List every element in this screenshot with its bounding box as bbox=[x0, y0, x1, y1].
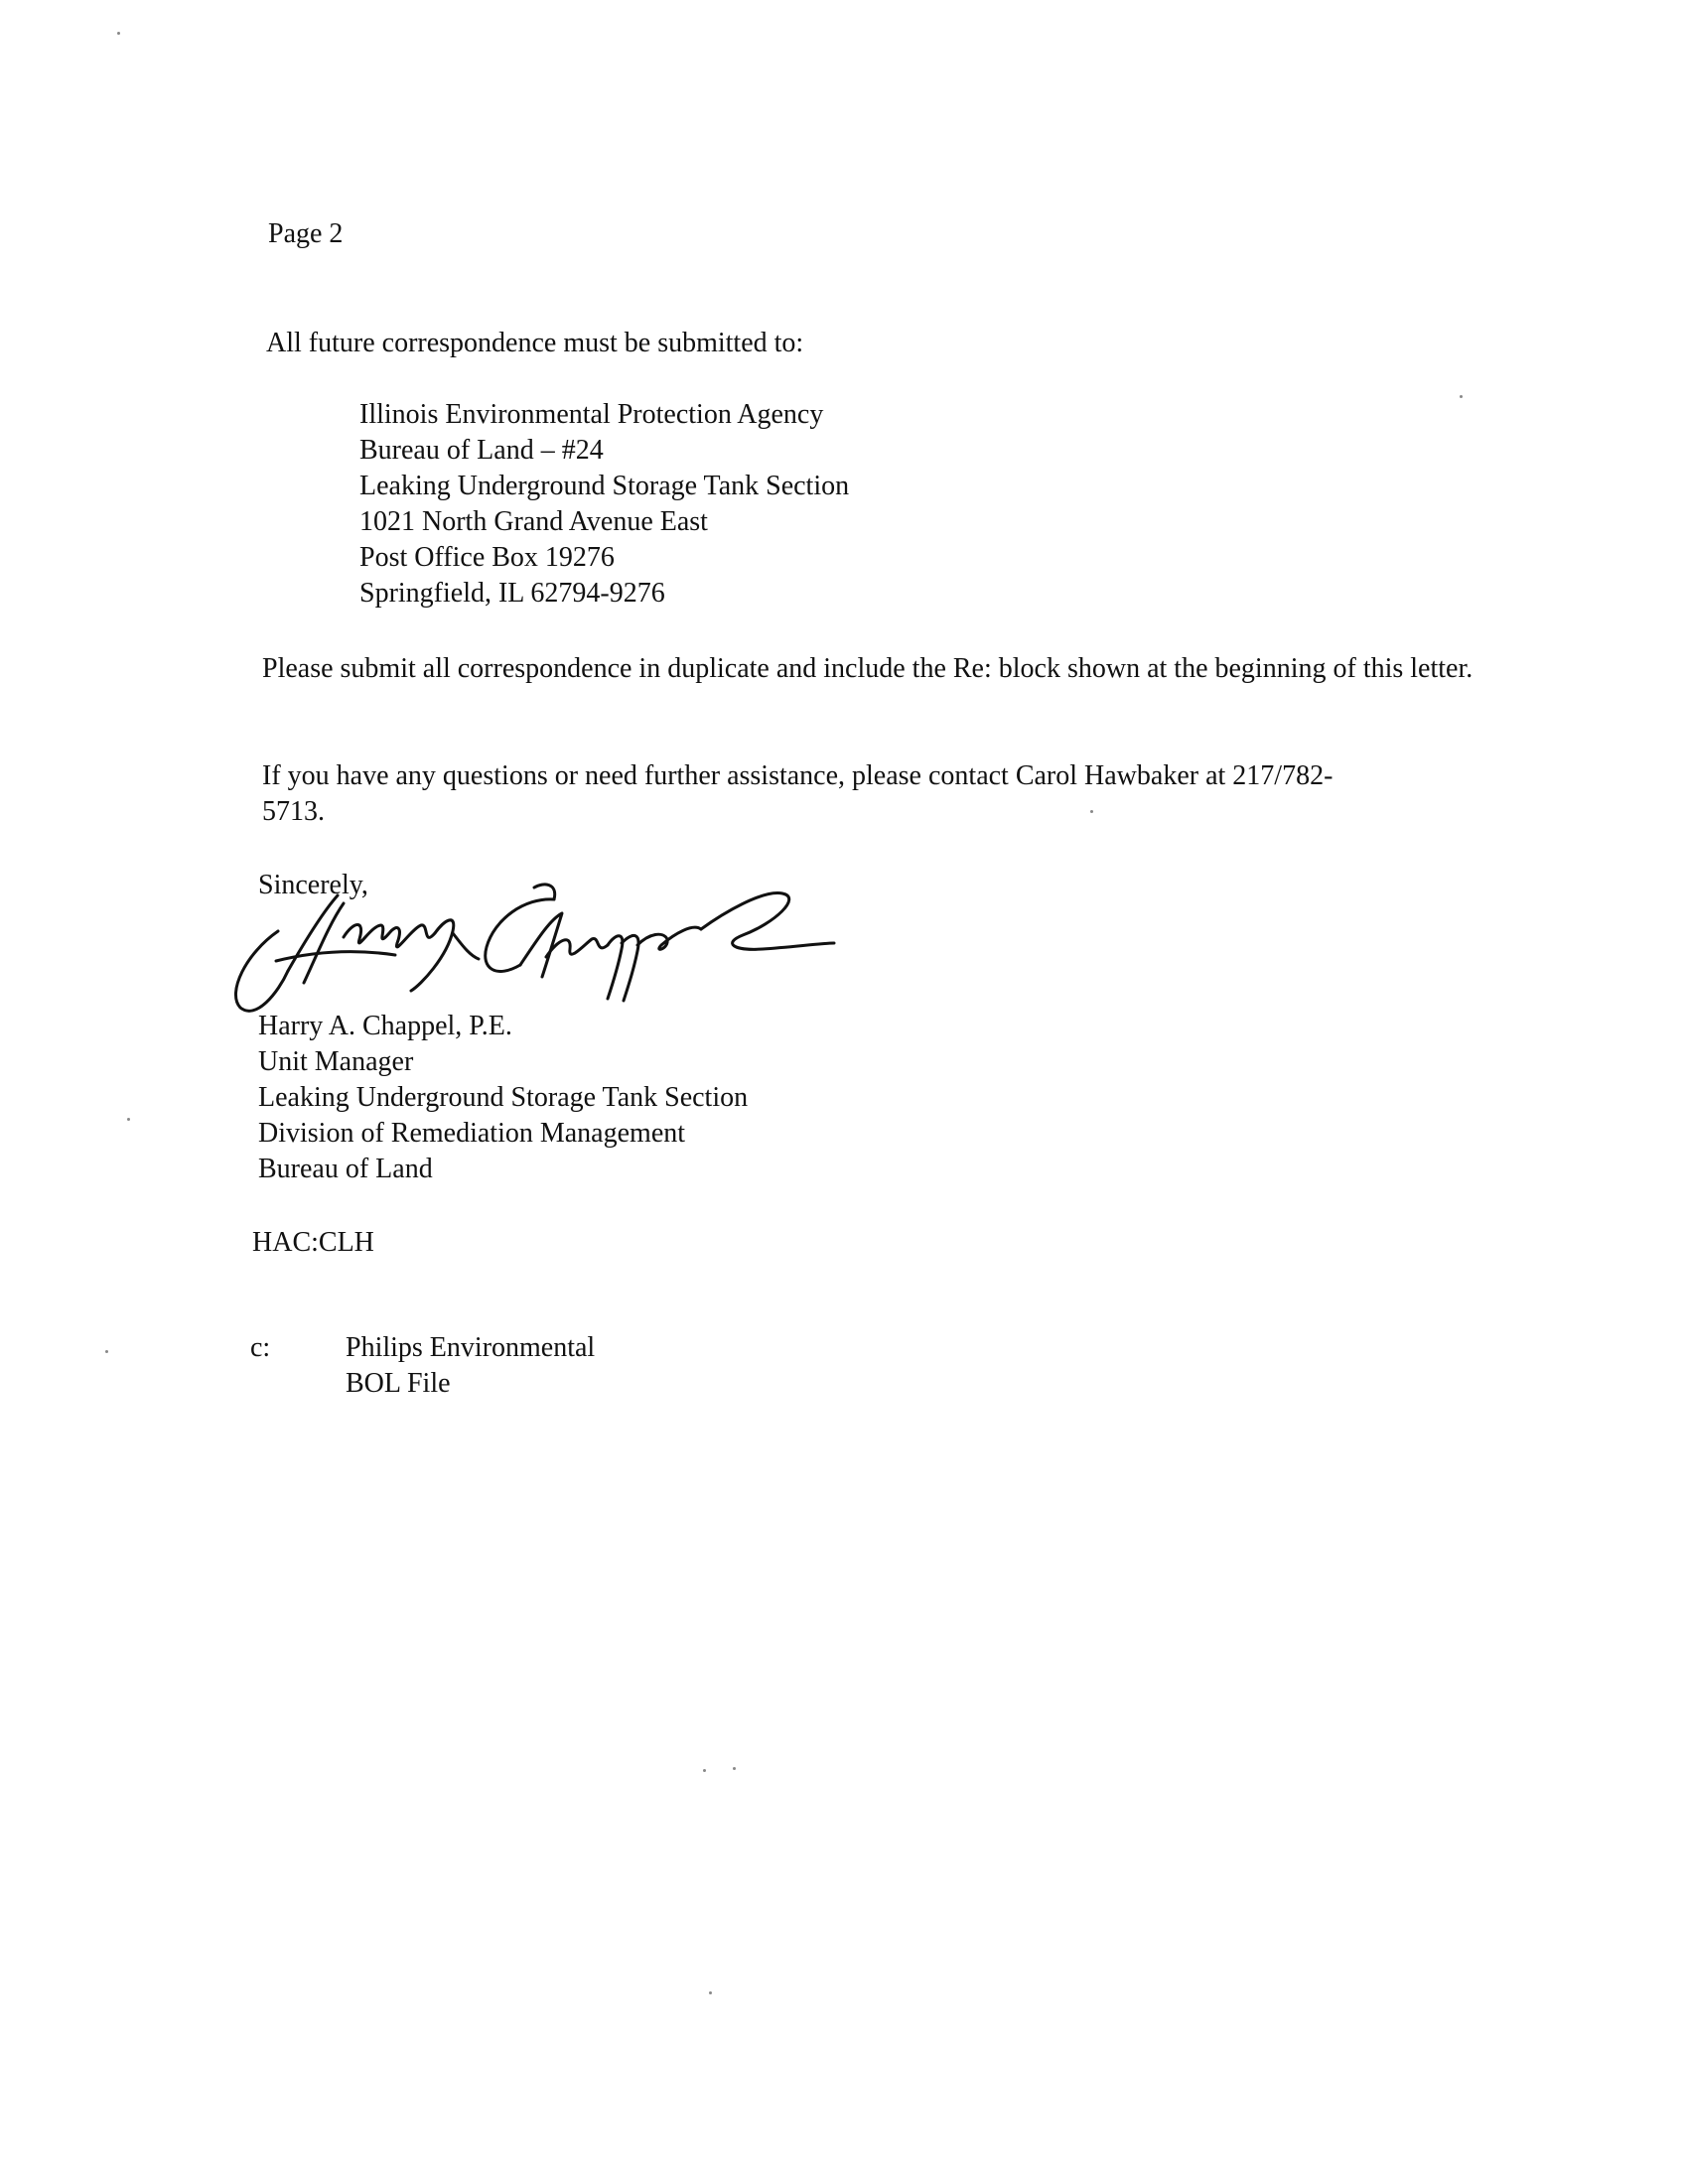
contact-paragraph bbox=[262, 758, 1333, 830]
signature-block bbox=[258, 1009, 748, 1187]
intro-line: All future correspondence must be submitted to: bbox=[266, 328, 804, 358]
scan-speck bbox=[1460, 395, 1463, 398]
page-number: Page 2 bbox=[268, 218, 344, 249]
contact-line: If you have any questions or need further assistance, please contact Carol Hawbaker at 217/782- bbox=[262, 760, 1333, 791]
scan-speck bbox=[703, 1769, 706, 1772]
cc-recipient: BOL File bbox=[346, 1368, 451, 1399]
scan-speck bbox=[709, 1991, 712, 1994]
address-line: Leaking Underground Storage Tank Section bbox=[359, 471, 850, 501]
reference-initials: HAC:CLH bbox=[252, 1227, 374, 1258]
scan-speck bbox=[127, 1118, 130, 1121]
address-line: 1021 North Grand Avenue East bbox=[359, 506, 708, 537]
address-line: Post Office Box 19276 bbox=[359, 542, 615, 573]
signer-division: Division of Remediation Management bbox=[258, 1118, 686, 1149]
signer-bureau: Bureau of Land bbox=[258, 1154, 433, 1184]
handwritten-signature bbox=[226, 874, 842, 1023]
cc-label: c: bbox=[250, 1332, 271, 1363]
duplicate-instructions: Please submit all correspondence in duplicate and include the Re: block shown at the beginning of this letter. bbox=[262, 653, 1474, 684]
mailing-address bbox=[359, 397, 849, 612]
address-line: Springfield, IL 62794-9276 bbox=[359, 578, 665, 609]
signer-section: Leaking Underground Storage Tank Section bbox=[258, 1082, 749, 1113]
address-line: Illinois Environmental Protection Agency bbox=[359, 399, 824, 430]
scan-speck bbox=[117, 32, 120, 35]
cc-list bbox=[346, 1330, 595, 1402]
signer-name: Harry A. Chappel, P.E. bbox=[258, 1011, 512, 1041]
cc-recipient: Philips Environmental bbox=[346, 1332, 596, 1363]
scan-speck bbox=[733, 1767, 736, 1770]
closing: Sincerely, bbox=[258, 870, 368, 900]
scan-speck bbox=[105, 1350, 108, 1353]
signer-title: Unit Manager bbox=[258, 1046, 414, 1077]
address-line: Bureau of Land – #24 bbox=[359, 435, 604, 466]
contact-line: 5713. bbox=[262, 796, 325, 827]
scan-speck bbox=[1090, 810, 1093, 813]
